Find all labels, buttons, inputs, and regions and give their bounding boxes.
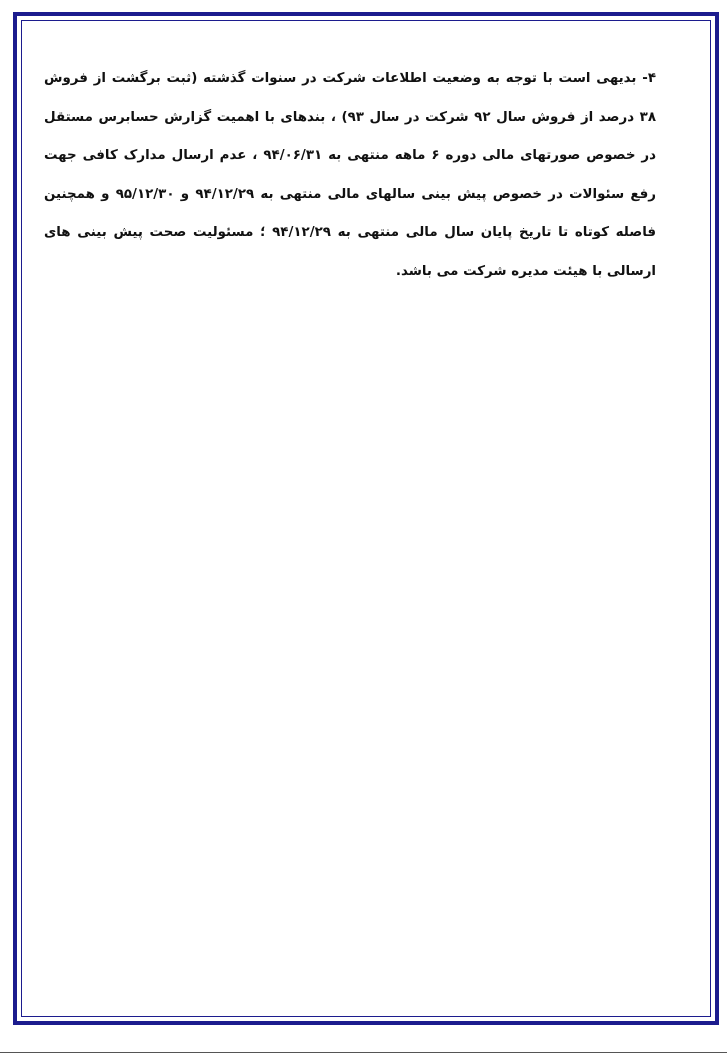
document-body bbox=[44, 60, 656, 291]
bottom-rule bbox=[0, 1052, 727, 1053]
paragraph-item-4: ۴- بدیهی است با توجه به وضعیت اطلاعات شرکت در سنوات گذشته (ثبت برگشت از فروش ۳۸ درصد از فروش سال ۹۲ شرکت در سال ۹۳) ، بندهای با اهمیت گزارش حسابرس مستقل در خصوص صورتهای مالی دوره ۶ ماهه منتهی به ۹۴/۰۶/۳۱ ، عدم ارسال مدارک کافی جهت رفع سئوالات در خصوص پیش بینی سالهای مالی منتهی به ۹۴/۱۲/۲۹ و ۹۵/۱۲/۳۰ و همچنین فاصله کوتاه تا تاریخ پایان سال مالی منتهی به ۹۴/۱۲/۲۹ ؛ مسئولیت صحت پیش بینی های ارسالی با هیئت مدیره شرکت می باشد. bbox=[44, 71, 657, 279]
